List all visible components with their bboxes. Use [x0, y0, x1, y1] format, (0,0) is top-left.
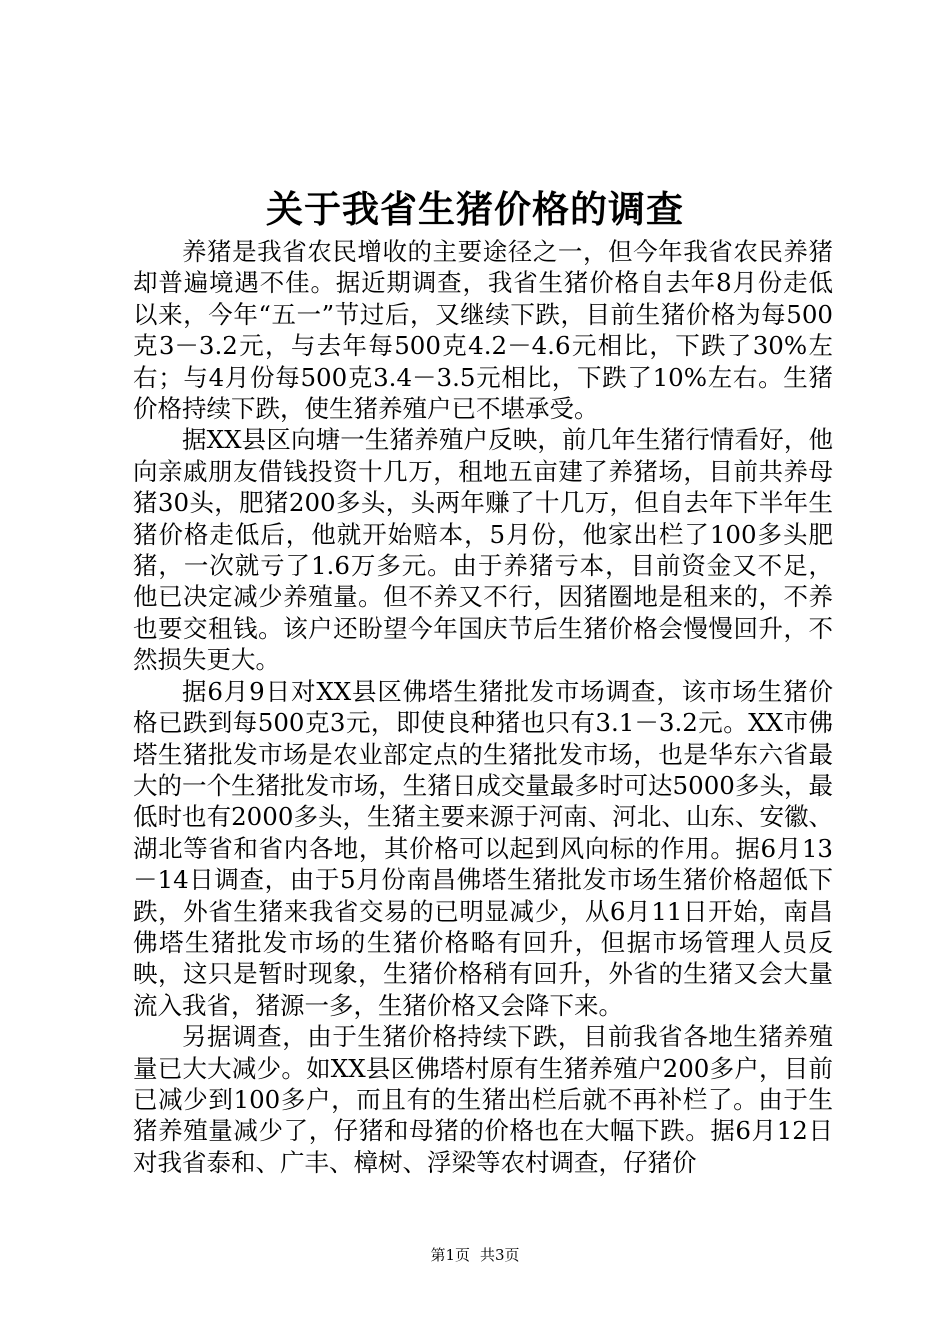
- page-footer: [0, 1245, 950, 1265]
- paragraph-2: 据XX县区向塘一生猪养殖户反映，前几年生猪行情看好，他向亲戚朋友借钱投资十几万，租地五亩建了养猪场，目前共养母猪30头，肥猪200多头，头两年赚了十几万，但自去年下半年生猪价格走低后，他就开始赔本，5月份，他家出栏了100多头肥猪，一次就亏了1.6万多元。由于养猪亏本，目前资金又不足，他已决定减少养殖量。但不养又不行，因猪圈地是租来的，不养也要交租钱。该户还盼望今年国庆节后生猪价格会慢慢回升，不然损失更大。: [133, 425, 833, 675]
- page-number: 第1页: [430, 1246, 470, 1264]
- page-total: 共3页: [480, 1246, 520, 1264]
- document-body: [133, 236, 833, 1178]
- paragraph-1: 养猪是我省农民增收的主要途径之一，但今年我省农民养猪却普遍境遇不佳。据近期调查，我省生猪价格自去年8月份走低以来，今年“五一”节过后，又继续下跌，目前生猪价格为每500克3－3.2元，与去年每500克4.2－4.6元相比，下跌了30%左右；与4月份每500克3.4－3.5元相比，下跌了10%左右。生猪价格持续下跌，使生猪养殖户已不堪承受。: [133, 237, 833, 424]
- page-title: 关于我省生猪价格的调查: [266, 187, 684, 231]
- paragraph-3: 据6月9日对XX县区佛塔生猪批发市场调查，该市场生猪价格已跌到每500克3元，即使良种猪也只有3.1－3.2元。XX市佛塔生猪批发市场是农业部定点的生猪批发市场，也是华东六省最大的一个生猪批发市场，生猪日成交量最多时可达5000多头，最低时也有2000多头，生猪主要来源于河南、河北、山东、安徽、湖北等省和省内各地，其价格可以起到风向标的作用。据6月13－14日调查，由于5月份南昌佛塔生猪批发市场生猪价格超低下跌，外省生猪来我省交易的已明显减少，从6月11日开始，南昌佛塔生猪批发市场的生猪价格略有回升，但据市场管理人员反映，这只是暂时现象，生猪价格稍有回升，外省的生猪又会大量流入我省，猪源一多，生猪价格又会降下来。: [133, 676, 833, 1020]
- paragraph-4: 另据调查，由于生猪价格持续下跌，目前我省各地生猪养殖量已大大减少。如XX县区佛塔村原有生猪养殖户200多户，目前已减少到100多户，而且有的生猪出栏后就不再补栏了。由于生猪养殖量减少了，仔猪和母猪的价格也在大幅下跌。据6月12日对我省泰和、广丰、樟树、浮梁等农村调查，仔猪价: [133, 1022, 833, 1177]
